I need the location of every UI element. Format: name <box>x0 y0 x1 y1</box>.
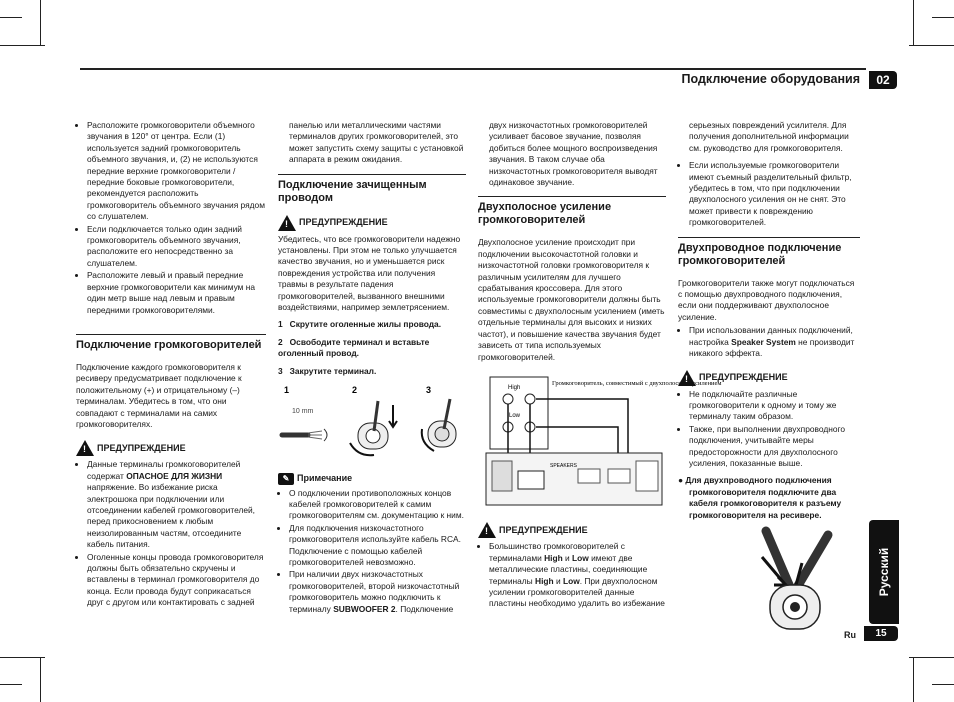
list-item: • Также, при выполнении двухпроводного подключения, учитывайте меры предосторожности для двухполосного усиления, показанные выше. <box>689 424 860 470</box>
column-1 <box>76 120 266 615</box>
section-heading: Двухпроводное подключение громкоговорителей <box>678 237 860 268</box>
step-1: 1 Скрутите оголенные жилы провода. <box>278 319 442 330</box>
warning-list <box>478 541 666 609</box>
paragraph: Двухполосное усиление происходит при подключении высокочастотной головки и низкочастотной головки громкоговорителя к различным усилителям для лучшего срабатывания кроссовера. Для этого используемые громкоговорители должны быть совместимы с двухполосным усилением (иметь отдельные терминалы для высоких и низких частот), и повышение качества звучания будет зависеть от типа используемых громкоговорителей. <box>478 237 665 362</box>
warning-title: ! ПРЕДУПРЕЖДЕНИЕ <box>478 522 666 538</box>
note-list <box>278 488 466 615</box>
column-2 <box>278 120 466 621</box>
column-4 <box>678 120 860 640</box>
diagram-caption: Громкоговоритель, совместимый с двухполосным усилением <box>552 379 722 387</box>
fig-mm-label: 10 mm <box>292 408 314 416</box>
fig-label-3: 3 <box>426 385 432 396</box>
warning-title: ! ПРЕДУПРЕЖДЕНИЕ <box>278 215 466 231</box>
wire-steps-figure <box>278 383 466 463</box>
step-2: 2 Освободите терминал и вставьте оголенный провод. <box>278 336 430 359</box>
crop-mark <box>909 45 954 46</box>
step-3: 3 Закрутите терминал. <box>278 365 377 376</box>
warning-list <box>678 389 860 470</box>
note-title: ✎ Примечание <box>278 473 466 485</box>
diagram-low-label: Low <box>509 412 521 419</box>
biwire-figure <box>678 527 860 637</box>
crop-mark <box>913 0 914 45</box>
crop-mark <box>932 17 954 18</box>
warning-list <box>76 459 266 608</box>
warning-icon <box>76 440 94 456</box>
fig-label-2: 2 <box>352 385 358 396</box>
footer-lang: Ru <box>844 630 856 640</box>
crop-mark <box>913 657 914 702</box>
paragraph: серьезных повреждений усилителя. Для получения дополнительной информации см. руководство для громкоговорителя. <box>689 120 849 153</box>
biamp-diagram <box>478 369 722 509</box>
list-item: • Оголенные концы провода громкоговорителя должны быть обязательно скручены и вставлены в терминал громкоговорителя до конца. Если провода будут соприкасаться друг с другом или контактировать с задней <box>87 552 266 609</box>
warning-title: ! ПРЕДУПРЕЖДЕНИЕ <box>76 440 266 456</box>
section-heading: Подключение громкоговорителей <box>76 334 266 352</box>
paragraph: Убедитесь, что все громкоговорители надежно установлены. При этом не только улучшается качество звучания, но и уменьшается риск повреждения устройства или получения травмы в результате падения громкоговорителей, вызванного внешними воздействиями, например землетрясением. <box>278 233 461 313</box>
bullet-list <box>678 325 860 359</box>
crop-mark <box>0 17 22 18</box>
chapter-number: 02 <box>869 71 897 89</box>
list-item: • Если подключается только один задний громкоговоритель объемного звучания, расположите его непосредственно за слушателем. <box>87 224 266 270</box>
section-heading: Двухполосное усиление громкоговорителей <box>478 196 666 227</box>
crop-mark <box>909 657 954 658</box>
crop-mark <box>0 684 22 685</box>
paragraph: Подключение каждого громкоговорителя к ресиверу предусматривает подключение к положительному (+) и отрицательному (–) терминалам. Убедитесь в том, что они совпадают с терминалами на самих громкоговорителях. <box>76 361 242 429</box>
page-title: Подключение оборудования <box>681 72 860 86</box>
page-number: 15 <box>864 626 898 641</box>
language-tab: Русский <box>869 520 899 624</box>
placement-list <box>76 120 266 316</box>
list-item: • При использовании данных подключений, настройка Speaker System не производит никакого эффекта. <box>689 325 860 359</box>
list-item: • Не подключайте различные громкоговорители к одному и тому же терминалу таким образом. <box>689 389 860 423</box>
fig-label-1: 1 <box>284 385 290 396</box>
list-item: • О подключении противоположных концов кабелей громкоговорителей к самим громкоговорителям см. документацию к ним. <box>289 488 466 522</box>
crop-mark <box>932 684 954 685</box>
paragraph: Громкоговорители также могут подключаться с помощью двухпроводного подключения, если они поддерживают двухполосное усиление. <box>678 277 855 322</box>
warning-title: ! ПРЕДУПРЕЖДЕНИЕ <box>678 370 860 386</box>
diagram-speakers-label: SPEAKERS <box>550 462 577 469</box>
section-heading: Подключение зачищенным проводом <box>278 174 466 205</box>
warning-icon <box>278 215 296 231</box>
header-rule <box>80 68 866 70</box>
diagram-high-label: High <box>508 384 521 391</box>
column-3 <box>478 120 722 616</box>
warning-icon <box>678 370 696 386</box>
list-item: • Данные терминалы громкоговорителей содержат ОПАСНОЕ ДЛЯ ЖИЗНИ напряжение. Во избежание риска электрошока при подключении или отсоединении кабелей громкоговорителей, перед прикосновением к любым неизолированным частям, отсоедините кабель питания. <box>87 459 266 550</box>
list-item: • Расположите громкоговорители объемного звучания в 120° от центра. Если (1) используется задний громкоговоритель объемного звучания, и, (2) не используются передние верхние громкоговорители / передние боковые громкоговорители, рекомендуется расположить громкоговоритель объемного звучания рядом со слушателем. <box>87 120 266 223</box>
list-item: • Для подключения низкочастотного громкоговорителя используйте кабель RCA. Подключение с помощью кабелей громкоговорителей невозможно. <box>289 523 466 569</box>
crop-mark <box>0 45 45 46</box>
list-item: • При наличии двух низкочастотных громкоговорителей, второй низкочастотный громкоговоритель можно подключить к терминалу SUBWOOFER 2. Подключение <box>289 569 466 615</box>
crop-mark <box>0 657 45 658</box>
note-icon: ✎ <box>278 473 294 485</box>
crop-mark <box>40 0 41 45</box>
warning-icon <box>478 522 496 538</box>
paragraph: панелью или металлическими частями терминалов других громкоговорителей, это может запустить схему защиты с установкой аппарата в режим ожидания. <box>289 120 464 165</box>
list-item: • Большинство громкоговорителей с терминалами High и Low имеют две металлические пластины, соединяющие терминалы High и Low. При двухполосном усилении громкоговорителей данные пластины необходимо удалить во избежание <box>489 541 666 609</box>
bullet-list <box>678 160 860 228</box>
crop-mark <box>40 657 41 702</box>
list-item: • Расположите левый и правый передние верхние громкоговорители как минимум на один метр выше над левым и правым передними громкоговорителями. <box>87 270 266 316</box>
paragraph: двух низкочастотных громкоговорителей усиливает басовое звучание, позволяя добиться более мощного воспроизведения звучания. В таком случае оба низкочастотных громкоговорителя выводят одинаковое звучание. <box>489 120 658 188</box>
list-item: • Если используемые громкоговорители имеют съемный разделительный фильтр, убедитесь в том, что при подключении двухполосного усиления он не снят. Это может привести к повреждению громкоговорителей. <box>689 160 860 228</box>
bold-instruction: ● Для двухпроводного подключения громкоговорителя подключите два кабеля громкоговорителя к разъему громкоговорителя на ресивере. <box>678 475 842 520</box>
